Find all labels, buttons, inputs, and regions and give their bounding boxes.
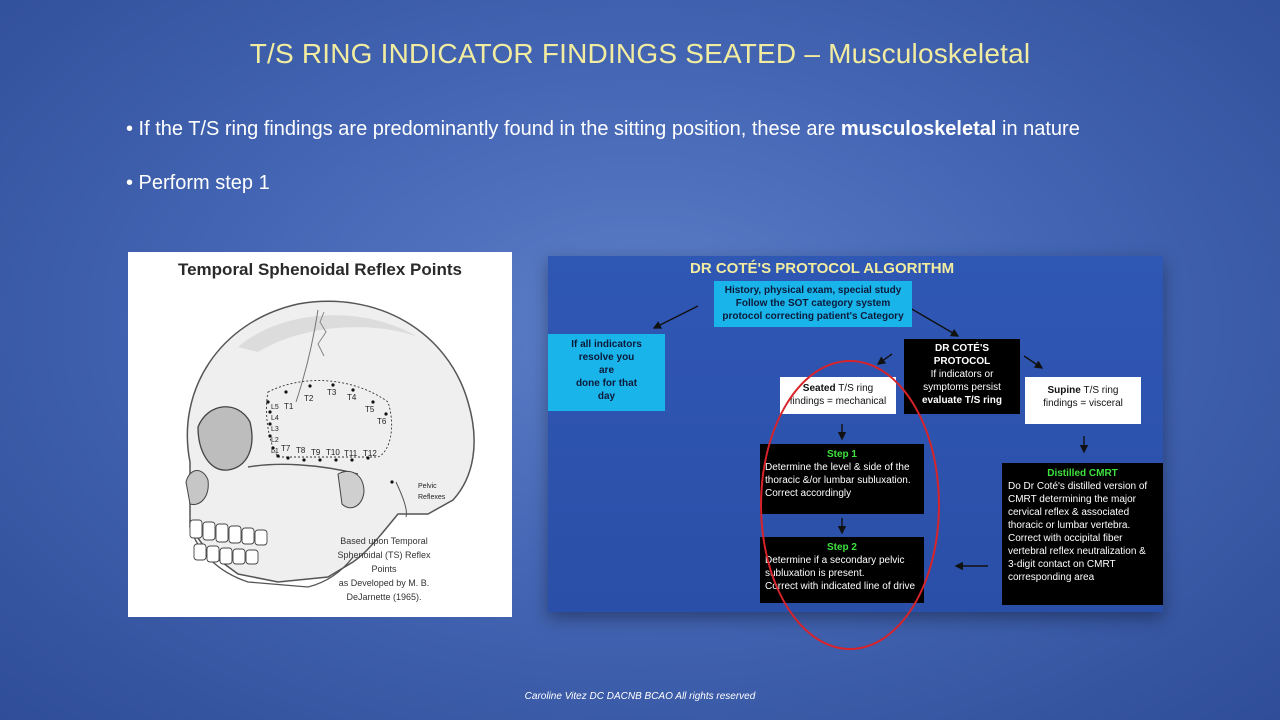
resolved-line: resolve you bbox=[578, 352, 635, 363]
highlight-ellipse bbox=[760, 360, 940, 650]
bullet-item-1 bbox=[126, 118, 1080, 141]
supine-box bbox=[1025, 377, 1141, 424]
protocol-box bbox=[904, 339, 1020, 414]
seated-bold: Seated bbox=[802, 383, 836, 394]
history-line: History, physical exam, special study bbox=[724, 285, 902, 296]
t-label: T7 bbox=[281, 444, 291, 453]
resolved-box bbox=[548, 334, 665, 411]
t-label: T5 bbox=[365, 405, 375, 414]
bullet-item-2: • Perform step 1 bbox=[126, 172, 270, 194]
protocol-line: DR COTÉ'S bbox=[934, 343, 990, 354]
step-2-line: Determine if a secondary pelvic bbox=[765, 555, 905, 566]
history-line: Follow the SOT category system bbox=[735, 298, 891, 309]
caption-line: Sphenoidal (TS) Reflex Points bbox=[337, 550, 431, 574]
caption-line: Based upon Temporal bbox=[340, 536, 428, 546]
step-2-line: subluxation is present. bbox=[765, 568, 865, 579]
cmrt-heading: Distilled CMRT bbox=[1047, 468, 1118, 479]
protocol-line: If indicators or bbox=[930, 369, 994, 380]
t-label: T11 bbox=[344, 449, 358, 458]
l-label: L3 bbox=[271, 426, 279, 433]
slide-title: T/S RING INDICATOR FINDINGS SEATED – Musculoskeletal bbox=[249, 38, 1031, 69]
cmrt-box bbox=[1002, 463, 1163, 605]
bullet-1-prefix: • If the T/S ring findings are predominantly found in the sitting position, these are bbox=[126, 118, 841, 140]
caption-line: as Developed by M. B. bbox=[338, 578, 430, 588]
l-label: L2 bbox=[271, 437, 279, 444]
supine-rest: T/S ring bbox=[1080, 385, 1119, 396]
t-label: T8 bbox=[296, 446, 306, 455]
resolved-line: done for that bbox=[575, 378, 638, 389]
l-label: L1 bbox=[271, 448, 279, 455]
t-label: T3 bbox=[327, 388, 337, 397]
step-1-heading: Step 1 bbox=[826, 449, 857, 460]
bullet-1-bold: musculoskeletal bbox=[840, 118, 997, 140]
t-label: T12 bbox=[363, 449, 377, 458]
step-2-heading: Step 2 bbox=[826, 542, 857, 553]
resolved-line: are bbox=[598, 365, 614, 376]
bullet-1-suffix: in nature bbox=[996, 118, 1080, 140]
seated-line-2: findings = mechanical bbox=[789, 396, 887, 407]
t-label: T2 bbox=[304, 394, 314, 403]
resolved-line: If all indicators bbox=[571, 339, 642, 350]
seated-rest: T/S ring bbox=[835, 383, 874, 394]
cmrt-text: Do Dr Coté's distilled version of CMRT determining the major cervical reflex & associated thoracic or lumbar vertebra. Correct with occipital fiber vertebral reflex neutralization & 3-digit contact on CMRT corresponding area bbox=[1008, 481, 1148, 583]
history-box bbox=[714, 281, 912, 327]
algorithm-title: DR COTÉ'S PROTOCOL ALGORITHM bbox=[690, 260, 955, 277]
reflexes-label: Reflexes bbox=[418, 494, 446, 501]
protocol-line: symptoms persist bbox=[923, 382, 1001, 393]
skull-figure-title: Temporal Sphenoidal Reflex Points bbox=[177, 260, 462, 279]
t-label: T9 bbox=[311, 448, 321, 457]
supine-bold: Supine bbox=[1047, 385, 1081, 396]
supine-line-1 bbox=[1025, 384, 1141, 397]
skull-figure bbox=[128, 252, 512, 617]
supine-line-2: findings = visceral bbox=[1043, 398, 1123, 409]
skull-illustration bbox=[128, 252, 512, 617]
t-label: T10 bbox=[326, 448, 340, 457]
l-label: L5 bbox=[271, 404, 279, 411]
t-label: T1 bbox=[284, 402, 294, 411]
resolved-line: day bbox=[597, 391, 616, 402]
skull-figure-caption bbox=[324, 534, 444, 604]
step-1-text: Determine the level & side of the thoracic &/or lumbar subluxation. Correct accordingly bbox=[765, 462, 911, 499]
t-label: T4 bbox=[347, 393, 357, 402]
t-label: T6 bbox=[377, 417, 387, 426]
step-2-line: Correct with indicated line of drive bbox=[765, 581, 916, 592]
l-label: L4 bbox=[271, 415, 279, 422]
caption-line: DeJarnette (1965). bbox=[346, 592, 422, 602]
copyright-footer: Caroline Vitez DC DACNB BCAO All rights reserved bbox=[524, 691, 756, 702]
protocol-line: PROTOCOL bbox=[933, 356, 991, 367]
pelvic-label: Pelvic bbox=[418, 483, 437, 490]
history-line: protocol correcting patient's Category bbox=[722, 311, 904, 322]
protocol-line: evaluate T/S ring bbox=[921, 395, 1003, 406]
